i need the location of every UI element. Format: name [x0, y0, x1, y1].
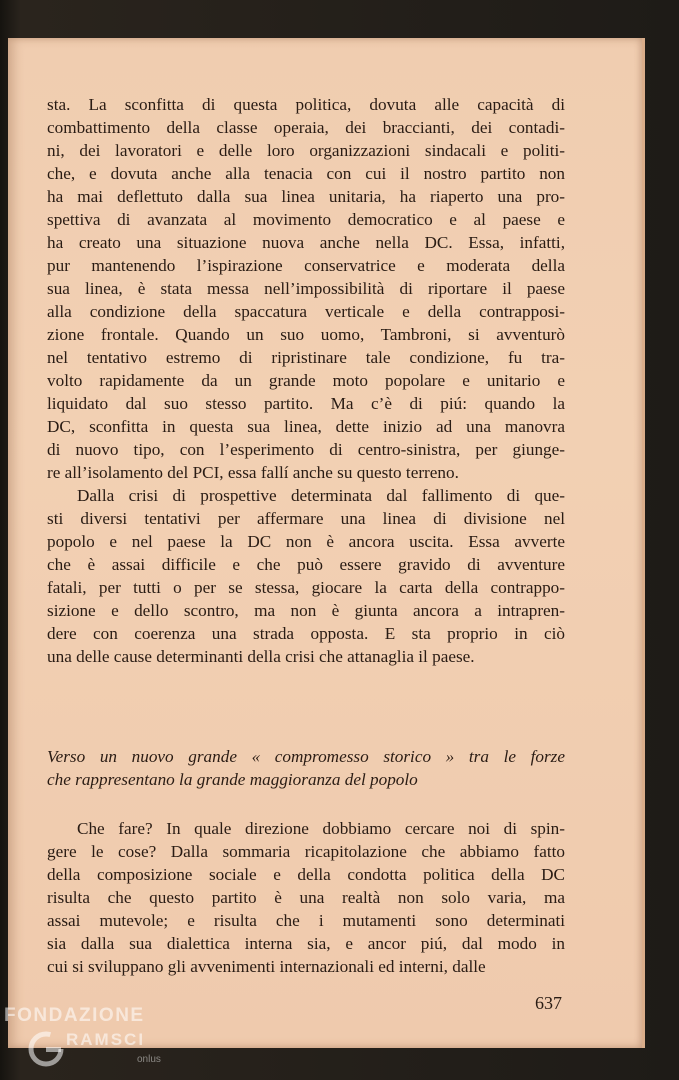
text-line: pur mantenendo l’ispirazione conservatrice e moderata della	[47, 256, 565, 275]
text-line: dere con coerenza una strada opposta. E sta proprio in ciò	[47, 624, 565, 643]
text-line: Che fare? In quale direzione dobbiamo cercare noi di spin-	[77, 819, 565, 838]
text-line: una delle cause determinanti della crisi che attanaglia il paese.	[47, 647, 475, 666]
text-line: re all’isolamento del PCI, essa fallí anche su questo terreno.	[47, 463, 459, 482]
text-line: alla condizione della spaccatura verticale e della contrapposi-	[47, 302, 565, 321]
text-line: ha creato una situazione nuova anche nella DC. Essa, infatti,	[47, 233, 565, 252]
section-heading	[47, 745, 565, 791]
text-line: fatali, per tutti o per se stessa, giocare la carta della contrappo-	[47, 578, 565, 597]
heading-line: Verso un nuovo grande « compromesso storico » tra le forze	[47, 747, 565, 766]
watermark-line1: FONDAZIONE	[4, 1005, 145, 1026]
paragraph-3	[47, 817, 565, 978]
text-line: sizione e dello scontro, ma non è giunta ancora a intrapren-	[47, 601, 565, 620]
text-line: DC, sconfitta in questa sua linea, dette inizio ad una manovra	[47, 417, 565, 436]
text-line: combattimento della classe operaia, dei braccianti, dei contadi-	[47, 118, 565, 137]
text-line: zione frontale. Quando un suo uomo, Tambroni, si avventurò	[47, 325, 565, 344]
watermark-line2: RAMSCI	[66, 1030, 146, 1049]
paragraph-2	[47, 484, 565, 668]
text-line: che è assai difficile e che può essere gravido di avventure	[47, 555, 565, 574]
page-number: 637	[535, 993, 562, 1013]
text-line: popolo e nel paese la DC non è ancora uscita. Essa avverte	[47, 532, 565, 551]
paragraph-1	[47, 93, 565, 484]
text-line: assai mutevole; e risulta che i mutamenti sono determinati	[47, 911, 565, 930]
text-line: ni, dei lavoratori e delle loro organizzazioni sindacali e politi-	[47, 141, 565, 160]
main-text-block	[47, 93, 565, 668]
text-line: che, e dovuta anche alla tenacia con cui il nostro partito non	[47, 164, 565, 183]
text-line: risulta che questo partito è una realtà non solo varia, ma	[47, 888, 565, 907]
text-line: cui si sviluppano gli avvenimenti internazionali ed interni, dalle	[47, 957, 486, 976]
text-line: sua linea, è stata messa nell’impossibilità di riportare il paese	[47, 279, 565, 298]
text-line: liquidato dal suo stesso partito. Ma c’è di piú: quando la	[47, 394, 565, 413]
text-line: sta. La sconfitta di questa politica, dovuta alle capacità di	[47, 95, 565, 114]
text-line: sia dalla sua dialettica interna sia, e ancor piú, dal modo in	[47, 934, 565, 953]
watermark-onlus: onlus	[137, 1054, 161, 1065]
text-line: Dalla crisi di prospettive determinata dal fallimento di que-	[77, 486, 565, 505]
text-line: volto rapidamente da un grande moto popolare e unitario e	[47, 371, 565, 390]
text-line: di nuovo tipo, con l’esperimento di centro-sinistra, per giunge-	[47, 440, 565, 459]
text-line: della composizione sociale e della condotta politica della DC	[47, 865, 565, 884]
text-line: sti diversi tentativi per affermare una linea di divisione nel	[47, 509, 565, 528]
text-line: ha mai deflettuto dalla sua linea unitaria, ha riaperto una pro-	[47, 187, 565, 206]
text-line: spettiva di avanzata al movimento democratico e al paese e	[47, 210, 565, 229]
heading-line: che rappresentano la grande maggioranza del popolo	[47, 770, 418, 789]
text-line: gere le cose? Dalla sommaria ricapitolazione che abbiamo fatto	[47, 842, 565, 861]
text-line: nel tentativo estremo di ripristinare tale condizione, fu tra-	[47, 348, 565, 367]
